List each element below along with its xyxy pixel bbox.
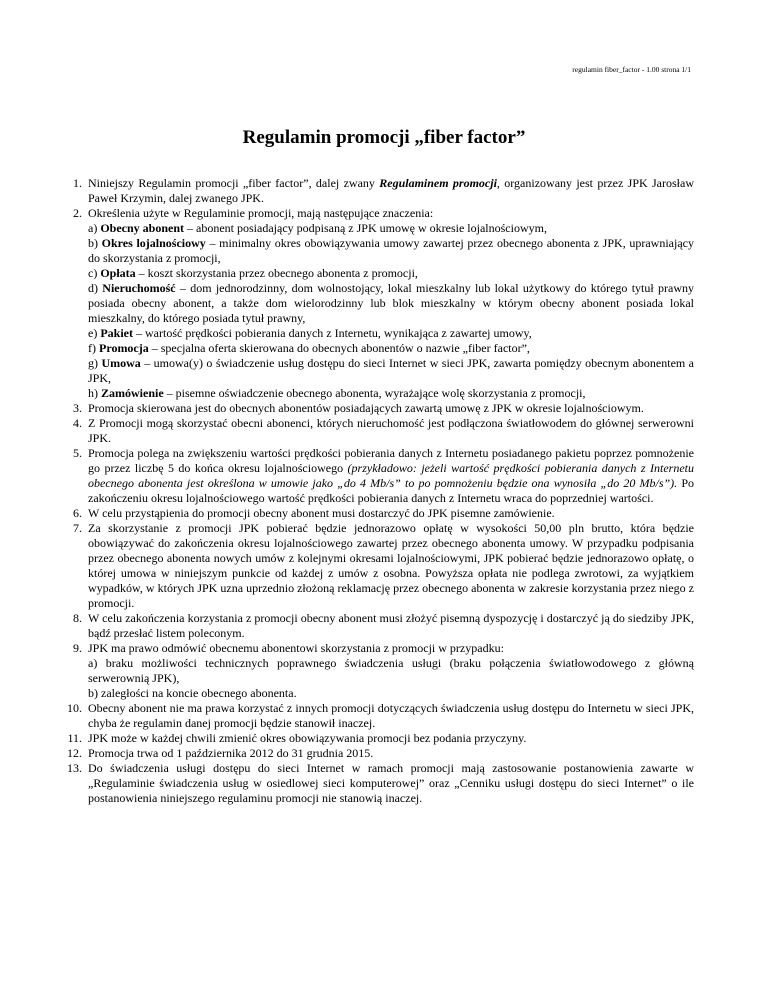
- list-item-1: [73, 176, 694, 206]
- list-item-6: [73, 506, 694, 521]
- item-number: 1.: [73, 176, 82, 190]
- list-item-7: [73, 521, 694, 611]
- item-number: 9.: [73, 641, 82, 655]
- definition-h: h) Zamówienie – pisemne oświadczenie obecnego abonenta, wyrażające wolę skorzystania z promocji,: [88, 386, 586, 400]
- definition-e: e) Pakiet – wartość prędkości pobierania danych z Internetu, wynikająca z zawartej umowy,: [88, 326, 532, 340]
- item-text: W celu zakończenia korzystania z promocji obecny abonent musi złożyć pisemną dyspozycję i dostarczyć ją do siedziby JPK, bądź przesłać listem poleconym.: [88, 611, 694, 640]
- item-number: 6.: [73, 506, 82, 520]
- item-number: 4.: [73, 416, 82, 430]
- list-item-3: [73, 401, 694, 416]
- definition-f: f) Promocja – specjalna oferta skierowana do obecnych abonentów o nazwie „fiber factor”,: [88, 341, 530, 355]
- list-item-12: [67, 746, 694, 761]
- example-text: (przykładowo: jeżeli wartość prędkości pobierania danych z Internetu obecnego abonenta jest określona w umowie jako „do 4 Mb/s” to po pomnożeniu będzie ona wynosiła „do 20 Mb/s”).: [88, 461, 694, 490]
- item-text: JPK ma prawo odmówić obecnemu abonentowi skorzystania z promocji w przypadku:: [88, 641, 504, 655]
- regulation-body: [67, 176, 694, 806]
- item-number: 2.: [73, 206, 82, 220]
- item-number: 7.: [73, 521, 82, 535]
- definition-d: d) Nieruchomość – dom jednorodzinny, dom wolnostojący, lokal mieszkalny lub lokal użytkowy do którego tytuł prawny posiada obecny abonent, a także dom wielorodzinny lub blok mieszkalny w którym obecny abonent posiada lokal mieszkalny, do którego posiada tytuł prawny,: [88, 281, 694, 325]
- regulation-list: [67, 176, 694, 806]
- item-number: 3.: [73, 401, 82, 415]
- definition-b: b) Okres lojalnościowy – minimalny okres obowiązywania umowy zawartej przez obecnego abonenta z JPK, uprawniający do skorzystania z promocji,: [88, 236, 694, 265]
- item-number: 8.: [73, 611, 82, 625]
- item-text: Niniejszy Regulamin promocji „fiber factor”, dalej zwany: [88, 176, 380, 190]
- item-text: JPK może w każdej chwili zmienić okres obowiązywania promocji bez podania przyczyny.: [88, 731, 527, 745]
- refusal-reason-a: a) braku możliwości technicznych poprawnego świadczenia usługi (braku połączenia światłowodowego z główną serwerownią JPK),: [88, 656, 694, 685]
- list-item-9: [73, 641, 694, 701]
- item-text: , organizowany jest przez JPK Jarosław Paweł Krzymin, dalej zwanego JPK.: [88, 176, 694, 205]
- definition-c: c) Opłata – koszt skorzystania przez obecnego abonenta z promocji,: [88, 266, 418, 280]
- list-item-2: [73, 206, 694, 401]
- item-text: Obecny abonent nie ma prawa korzystać z innych promocji dotyczących świadczenia usług dostępu do Internetu w sieci JPK, chyba że regulamin danej promocji będzie stanowił inaczej.: [88, 701, 694, 730]
- item-number: 10.: [67, 701, 82, 715]
- item-number: 5.: [73, 446, 82, 460]
- item-text: Promocja skierowana jest do obecnych abonentów posiadających zawartą umowę z JPK w okresie lojalnościowym.: [88, 401, 644, 415]
- item-text: Z Promocji mogą skorzystać obecni abonenci, których nieruchomość jest podłączona światłowodem do głównej serwerowni JPK.: [88, 416, 694, 445]
- list-item-11: [67, 731, 694, 746]
- item-text: Określenia użyte w Regulaminie promocji, mają następujące znaczenia:: [88, 206, 434, 220]
- list-item-10: [67, 701, 694, 731]
- list-item-8: [73, 611, 694, 641]
- item-text: Do świadczenia usługi dostępu do sieci Internet w ramach promocji mają zastosowanie postanowienia zawarte w „Regulaminie świadczenia usług w osiedlowej sieci komputerowej” oraz „Cenniku usługi dostępu do sieci Internet” o ile postanowienia niniejszego regulaminu promocji nie stanowią inaczej.: [88, 761, 694, 805]
- item-text: W celu przystąpienia do promocji obecny abonent musi dostarczyć do JPK pisemne zamówienie.: [88, 506, 555, 520]
- page-header: regulamin fiber_factor - 1.00 strona 1/1: [572, 65, 691, 74]
- item-text: Promocja trwa od 1 października 2012 do 31 grudnia 2015.: [88, 746, 374, 760]
- item-number: 12.: [67, 746, 82, 760]
- list-item-5: [73, 446, 694, 506]
- item-text: Za skorzystanie z promocji JPK pobierać będzie jednorazowo opłatę w wysokości 50,00 pln brutto, która będzie obowiązywać do zakończenia okresu lojalnościowego zawartej przez obecnego abonenta umowy. W przypadku podpisania przez obecnego abonenta nowych umów z kolejnymi okresami lojalnościowymi, JPK pobierać będzie jednorazowo opłatę, o której umowa w niniejszym punkcie od każdej z umów z osobna. Powyższa opłata nie podlega zwrotowi, za wyjątkiem wypadków, w których JPK uzna uprzednio złożoną reklamację przez obecnego abonenta w zakresie korzystania przez niego z promocji.: [88, 521, 694, 610]
- list-item-13: [67, 761, 694, 806]
- item-number: 11.: [67, 731, 82, 745]
- item-text: Po zakończeniu okresu lojalnościowego wartość prędkości pobierania danych z Internetu wraca do poprzedniej wartości.: [88, 476, 694, 505]
- item-number: 13.: [67, 761, 82, 775]
- list-item-4: [73, 416, 694, 446]
- document-title: Regulamin promocji „fiber factor”: [242, 127, 526, 148]
- defined-term: Regulaminem promocji: [379, 176, 497, 190]
- refusal-reason-b: b) zaległości na koncie obecnego abonenta.: [88, 686, 297, 700]
- item-text: Promocja polega na zwiększeniu wartości prędkości pobierania danych z Internetu posiadanego pakietu poprzez pomnożenie go przez liczbę 5 do końca okresu lojalnościowego: [88, 446, 694, 475]
- definition-g: g) Umowa – umowa(y) o świadczenie usług dostępu do sieci Internet w sieci JPK, zawarta pomiędzy obecnym abonentem a JPK,: [88, 356, 694, 385]
- definition-a: a) Obecny abonent – abonent posiadający podpisaną z JPK umowę w okresie lojalnościowym,: [88, 221, 547, 235]
